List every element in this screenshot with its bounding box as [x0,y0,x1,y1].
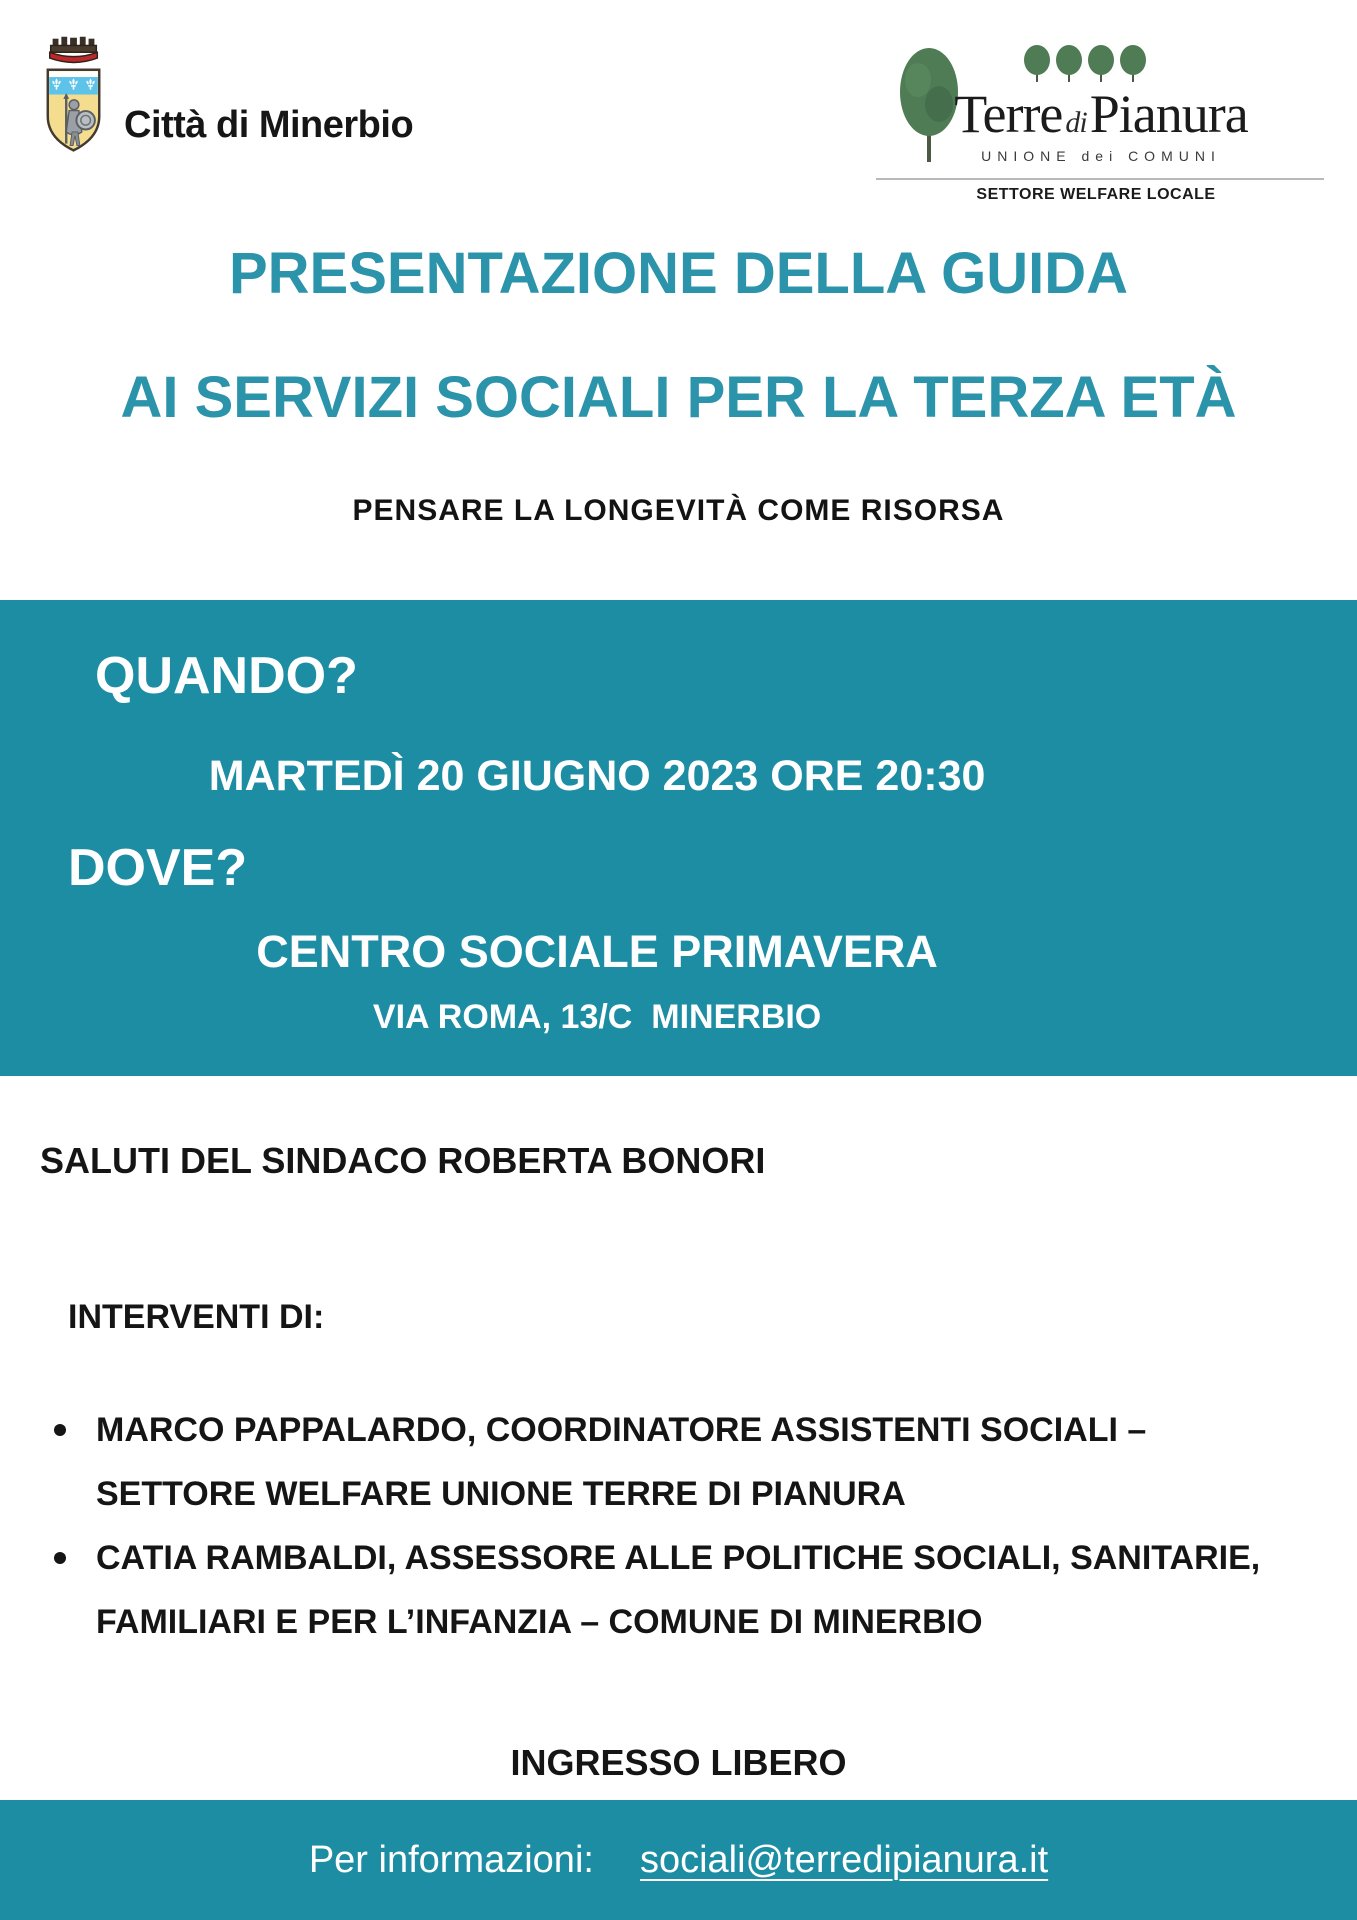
where-venue: CENTRO SOCIALE PRIMAVERA [256,926,938,977]
speaker-item [52,1526,1324,1654]
when-value: MARTEDÌ 20 GIUGNO 2023 ORE 20:30 [208,752,986,800]
speakers-label: INTERVENTI DI: [68,1298,325,1336]
contact-email-link[interactable]: sociali@terredipianura.it [639,1838,1049,1881]
footer-band [0,1800,1357,1920]
info-label: Per informazioni: [308,1838,594,1881]
org-text-block [926,44,1276,164]
title-line-1: PRESENTAZIONE DELLA GUIDA [228,241,1129,306]
small-trees-icon [1022,44,1150,84]
org-subtitle: UNIONE dei COMUNI [981,147,1221,164]
org-brand [868,38,1324,206]
speaker-line: MARCO PAPPALARDO, COORDINATORE ASSISTENTI SOCIALI – [96,1411,1147,1449]
page-title [0,242,1357,430]
speaker-line: FAMILIARI E PER L’INFANZIA – COMUNE DI MINERBIO [96,1603,983,1641]
org-divider [876,178,1324,180]
speaker-item [52,1398,1324,1526]
event-band [0,600,1357,1076]
title-line-2: AI SERVIZI SOCIALI PER LA TERZA ETÀ [120,364,1237,430]
crest-shield [48,70,99,151]
org-name-di: di [1065,106,1087,139]
org-department: SETTORE WELFARE LOCALE [976,186,1216,203]
city-crest-icon [40,34,108,158]
city-name: Città di Minerbio [124,104,414,146]
admission-note: INGRESSO LIBERO [510,1742,847,1783]
org-name: Terre diPianura [954,84,1248,144]
mayor-greeting: SALUTI DEL SINDACO ROBERTA BONORI [40,1140,766,1181]
speakers-list [52,1398,1324,1654]
crest-crown [50,37,98,63]
speaker-line: CATIA RAMBALDI, ASSESSORE ALLE POLITICHE SOCIALI, SANITARIE, [96,1539,1261,1577]
where-label: DOVE? [68,839,248,897]
when-label: QUANDO? [95,647,358,705]
speaker-line: SETTORE WELFARE UNIONE TERRE DI PIANURA [96,1475,906,1513]
page-subtitle: PENSARE LA LONGEVITÀ COME RISORSA [352,494,1005,527]
where-address: VIA ROMA, 13/C MINERBIO [372,998,822,1036]
